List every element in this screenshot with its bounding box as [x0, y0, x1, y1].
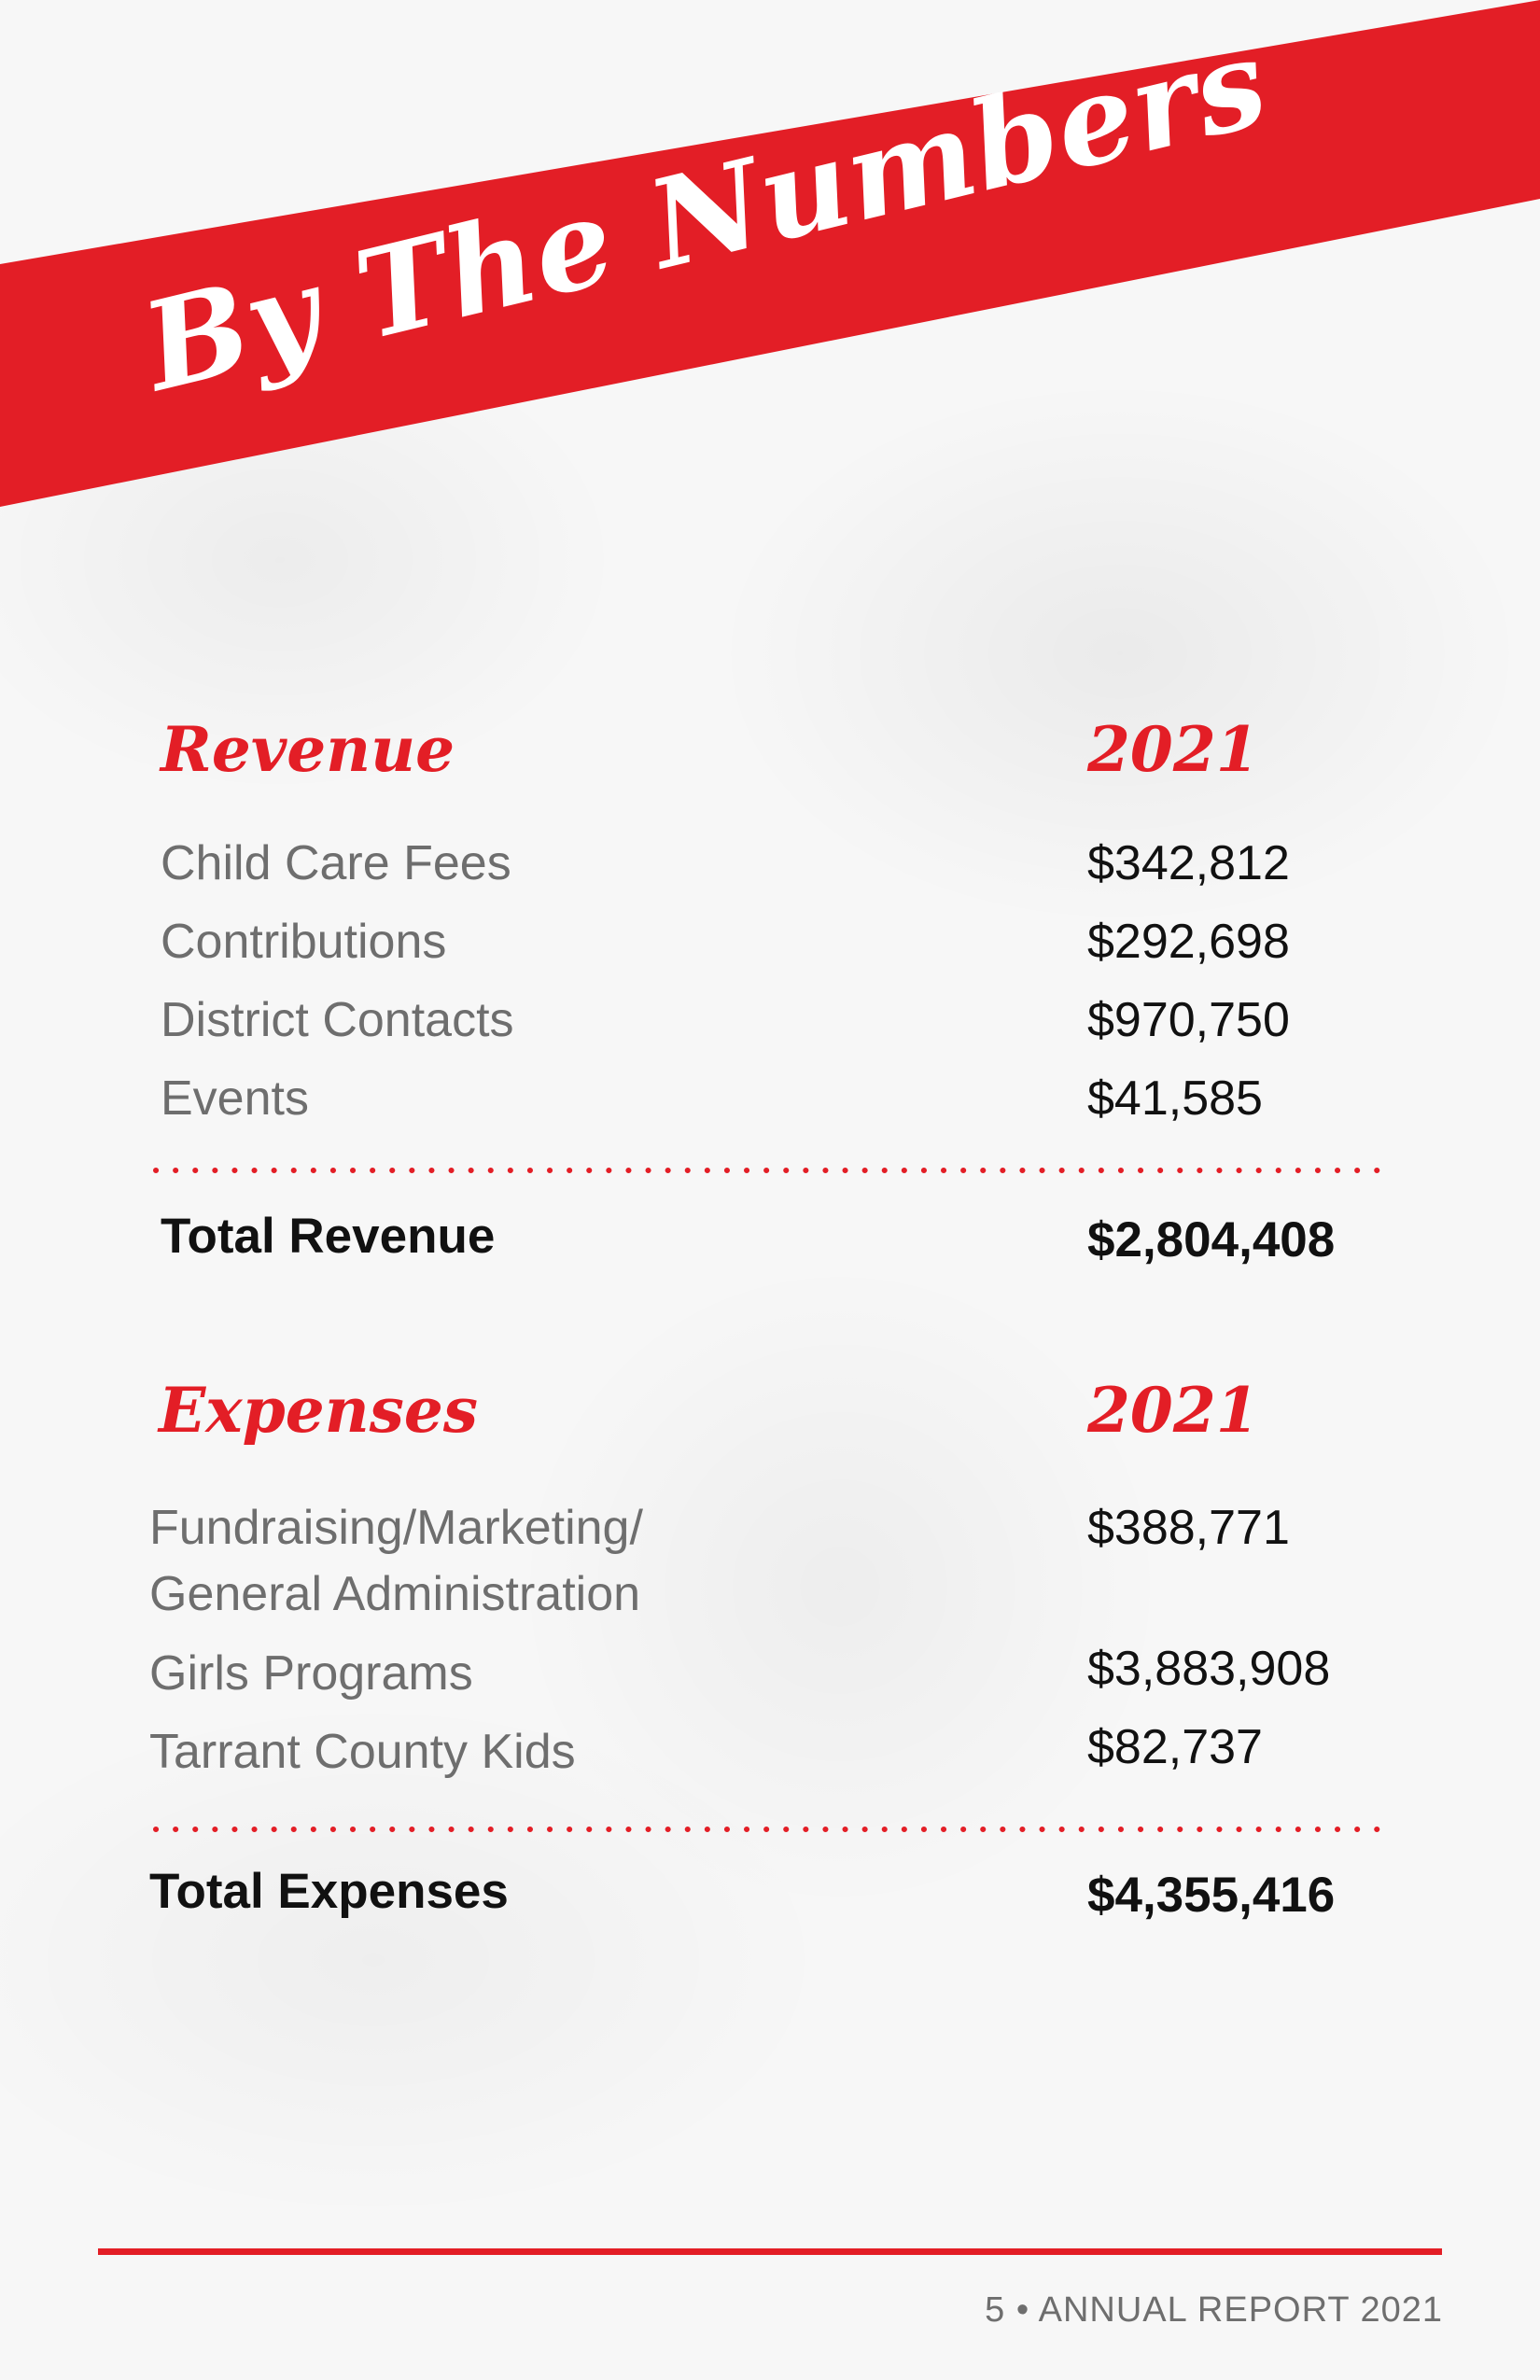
expense-row-value: $82,737	[1087, 1720, 1263, 1774]
revenue-year: 2021	[1087, 713, 1259, 786]
revenue-row-label: District Contacts	[161, 993, 514, 1047]
expenses-heading: Expenses	[159, 1374, 479, 1447]
page-title: By The Numbers	[131, 9, 1281, 419]
expense-row-label: Girls Programs	[149, 1646, 473, 1701]
revenue-heading: Revenue	[161, 713, 455, 786]
expenses-divider	[152, 1825, 1395, 1834]
expense-row-label-line1: Fundraising/Marketing/	[149, 1501, 643, 1555]
expenses-year: 2021	[1087, 1374, 1259, 1447]
total-revenue-label: Total Revenue	[161, 1209, 496, 1264]
total-expenses-value: $4,355,416	[1087, 1868, 1336, 1923]
expense-row-label-line2: General Administration	[149, 1567, 641, 1621]
revenue-divider	[152, 1166, 1395, 1175]
revenue-row-label: Contributions	[161, 915, 447, 969]
revenue-row-value: $41,585	[1087, 1071, 1263, 1126]
revenue-row-label: Child Care Fees	[161, 836, 511, 890]
expense-row-value: $3,883,908	[1087, 1642, 1331, 1696]
expense-row-label: Tarrant County Kids	[149, 1725, 576, 1779]
revenue-row-value: $292,698	[1087, 915, 1290, 969]
footer-page-label: 5 • ANNUAL REPORT 2021	[985, 2290, 1443, 2330]
total-revenue-value: $2,804,408	[1087, 1212, 1336, 1267]
revenue-row-value: $970,750	[1087, 993, 1290, 1047]
revenue-row-label: Events	[161, 1071, 309, 1126]
footer-rule	[98, 2248, 1442, 2255]
revenue-row-value: $342,812	[1087, 836, 1290, 890]
total-expenses-label: Total Expenses	[149, 1864, 509, 1919]
expense-row-value: $388,771	[1087, 1501, 1290, 1555]
